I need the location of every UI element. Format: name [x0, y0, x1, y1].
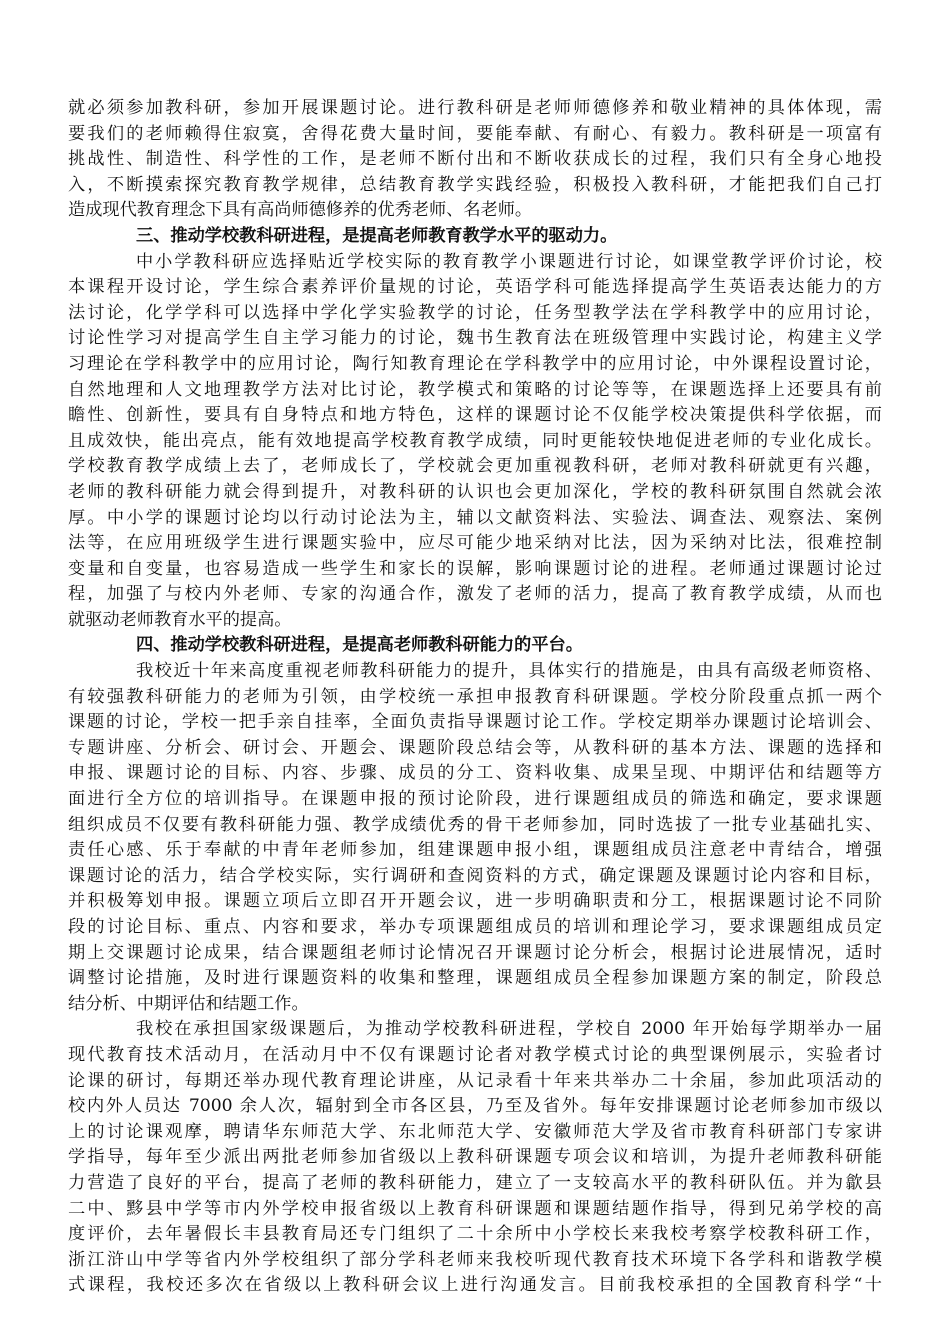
- document-body: [68, 96, 882, 1299]
- text-line: 学指导，每年至少派出两批老师参加省级以上教科研课题专项会议和培训，为提升老师教科研能: [68, 1147, 882, 1168]
- text-line: 瞻性、创新性，要具有自身特点和地方特色，这样的课题讨论不仅能学校决策提供科学依据，而: [68, 405, 882, 426]
- text-line: 自然地理和人文地理教学方法对比讨论，教学模式和策略的讨论等等，在课题选择上还要具有前: [68, 379, 882, 400]
- section-heading-4: 四、推动学校教科研进程，是提高老师教科研能力的平台。: [136, 635, 583, 656]
- text-line: 段的讨论目标、重点、内容和要求，举办专项课题组成员的培训和理论学习，要求课题组成员定: [68, 917, 882, 937]
- text-line: 且成效快，能出亮点，能有效地提高学校教育教学成绩，同时更能较快地促进老师的专业化成长。: [68, 430, 882, 451]
- text-line: 习理论在学科教学中的应用讨论，陶行知教育理论在学科教学中的应用讨论，中外课程设置讨论，: [68, 353, 882, 374]
- text-line: 校内外人员达 7000 余人次，辐射到全市各区县，乃至及省外。每年安排课题讨论老师参加市级以: [68, 1096, 882, 1117]
- text-line: 责任心感、乐于奉献的中青年老师参加，组建课题申报小组，课题组成员注意老中青结合，增强: [68, 840, 882, 861]
- text-line: 中小学教科研应选择贴近学校实际的教育教学小课题进行讨论，如课堂教学评价讨论，校: [136, 251, 882, 272]
- text-line: 法讨论，化学学科可以选择中学化学实验教学的讨论，任务型教学法在学科教学中的应用讨论，: [68, 302, 882, 323]
- text-line: 要我们的老师赖得住寂寞，舍得花费大量时间，要能奉献、有耐心、有毅力。教科研是一项富有: [68, 123, 882, 144]
- text-line: 课题讨论的活力，结合学校实际，实行调研和查阅资料的方式，确定课题及课题讨论内容和目标，: [68, 865, 882, 886]
- text-line: 就必须参加教科研，参加开展课题讨论。进行教科研是老师师德修养和敬业精神的具体体现，需: [68, 98, 882, 118]
- text-line: 变量和自变量，也容易造成一些学生和家长的误解，影响课题讨论的进程。老师通过课题讨论过: [68, 558, 882, 579]
- text-line: 力营造了良好的平台，提高了老师的教科研能力，建立了一支较高水平的教科研队伍。并为歙县: [68, 1172, 882, 1193]
- text-line: 式课程，我校还多次在省级以上教科研会议上进行沟通发言。目前我校承担的全国教育科学“十: [68, 1275, 882, 1296]
- text-line: 有较强教科研能力的老师为引领，由学校统一承担申报教育科研课题。学校分阶段重点抓一两个: [68, 686, 882, 707]
- text-line: 挑战性、制造性、科学性的工作，是老师不断付出和不断收获成长的过程，我们只有全身心地投: [68, 149, 882, 170]
- text-line: 课题的讨论，学校一把手亲自挂率，全面负责指导课题讨论工作。学校定期举办课题讨论培训会、: [68, 712, 882, 733]
- text-line: 申报、课题讨论的目标、内容、步骤、成员的分工、资料收集、成果呈现、中期评估和结题等方: [68, 763, 882, 784]
- text-line: 结分析、中期评估和结题工作。: [68, 993, 309, 1014]
- text-line: 我校近十年来高度重视老师教科研能力的提升，具体实行的措施是，由具有高级老师资格、: [136, 661, 882, 682]
- text-line: 我校在承担国家级课题后，为推动学校教科研进程，学校自 2000 年开始每学期举办一届: [136, 1019, 882, 1040]
- text-line: 厚。中小学的课题讨论均以行动讨论法为主，辅以文献资料法、实验法、调查法、观察法、案例: [68, 507, 882, 528]
- text-line: 老师的教科研能力就会得到提升，对教科研的认识也会更加深化，学校的教科研氛围自然就会浓: [68, 481, 882, 502]
- text-line: 二中、黟县中学等市内外学校申报省级以上教育科研课题和课题结题作指导，得到兄弟学校的高: [68, 1198, 882, 1219]
- text-line: 专题讲座、分析会、研讨会、开题会、课题阶段总结会等，从教科研的基本方法、课题的选择和: [68, 737, 882, 758]
- text-line: 浙江浒山中学等省内外学校组织了部分学科老师来我校听现代教育技术环境下各学科和谐教学模: [68, 1249, 882, 1270]
- text-line: 法等，在应用班级学生进行课题实验中，应尽可能少地采纳对比法，因为采纳对比法，很难控制: [68, 533, 882, 554]
- text-line: 就驱动老师教育水平的提高。: [68, 609, 292, 630]
- text-line: 并积极筹划申报。课题立项后立即召开开题会议，进一步明确职责和分工，根据课题讨论不同阶: [68, 891, 882, 912]
- text-line: 造成现代教育理念下具有高尚师德修养的优秀老师、名老师。: [68, 200, 533, 221]
- text-line: 讨论性学习对提高学生自主学习能力的讨论，魏书生教育法在班级管理中实践讨论，构建主义学: [68, 328, 882, 349]
- text-line: 入，不断摸索探究教育教学规律，总结教育教学实践经验，积极投入教科研，才能把我们自己打: [68, 174, 882, 195]
- text-line: 面进行全方位的培训指导。在课题申报的预讨论阶段，进行课题组成员的筛选和确定，要求课题: [68, 789, 882, 810]
- text-line: 论课的研讨，每期还举办现代教育理论讲座，从记录看十年来共举办二十余届，参加此项活动的: [68, 1070, 882, 1091]
- text-line: 本课程开设讨论，学生综合素养评价量规的讨论，英语学科可能选择提高学生英语表达能力的方: [68, 277, 882, 298]
- text-line: 期上交课题讨论成果，结合课题组老师讨论情况召开课题讨论分析会，根据讨论进展情况，适时: [68, 942, 882, 963]
- text-line: 现代教育技术活动月，在活动月中不仅有课题讨论者对教学模式讨论的典型课例展示，实验者讨: [68, 1044, 882, 1065]
- text-line: 程，加强了与校内外老师、专家的沟通合作，激发了老师的活力，提高了教育教学成绩，从而也: [68, 584, 882, 605]
- text-line: 组织成员不仅要有教科研能力强、教学成绩优秀的骨干老师参加，同时选拔了一批专业基础扎实、: [68, 814, 882, 835]
- text-line: 度评价，去年暑假长丰县教育局还专门组织了二十余所中小学校长来我校考察学校教科研工作，: [68, 1224, 882, 1245]
- text-line: 调整讨论措施，及时进行课题资料的收集和整理，课题组成员全程参加课题方案的制定，阶段总: [68, 968, 882, 989]
- section-heading-3: 三、推动学校教科研进程，是提高老师教育教学水平的驱动力。: [136, 225, 618, 246]
- text-line: 学校教育教学成绩上去了，老师成长了，学校就会更加重视教科研，老师对教科研就更有兴趣，: [68, 456, 882, 477]
- text-line: 上的讨论课观摩，聘请华东师范大学、东北师范大学、安徽师范大学及省市教育科研部门专家讲: [68, 1121, 882, 1142]
